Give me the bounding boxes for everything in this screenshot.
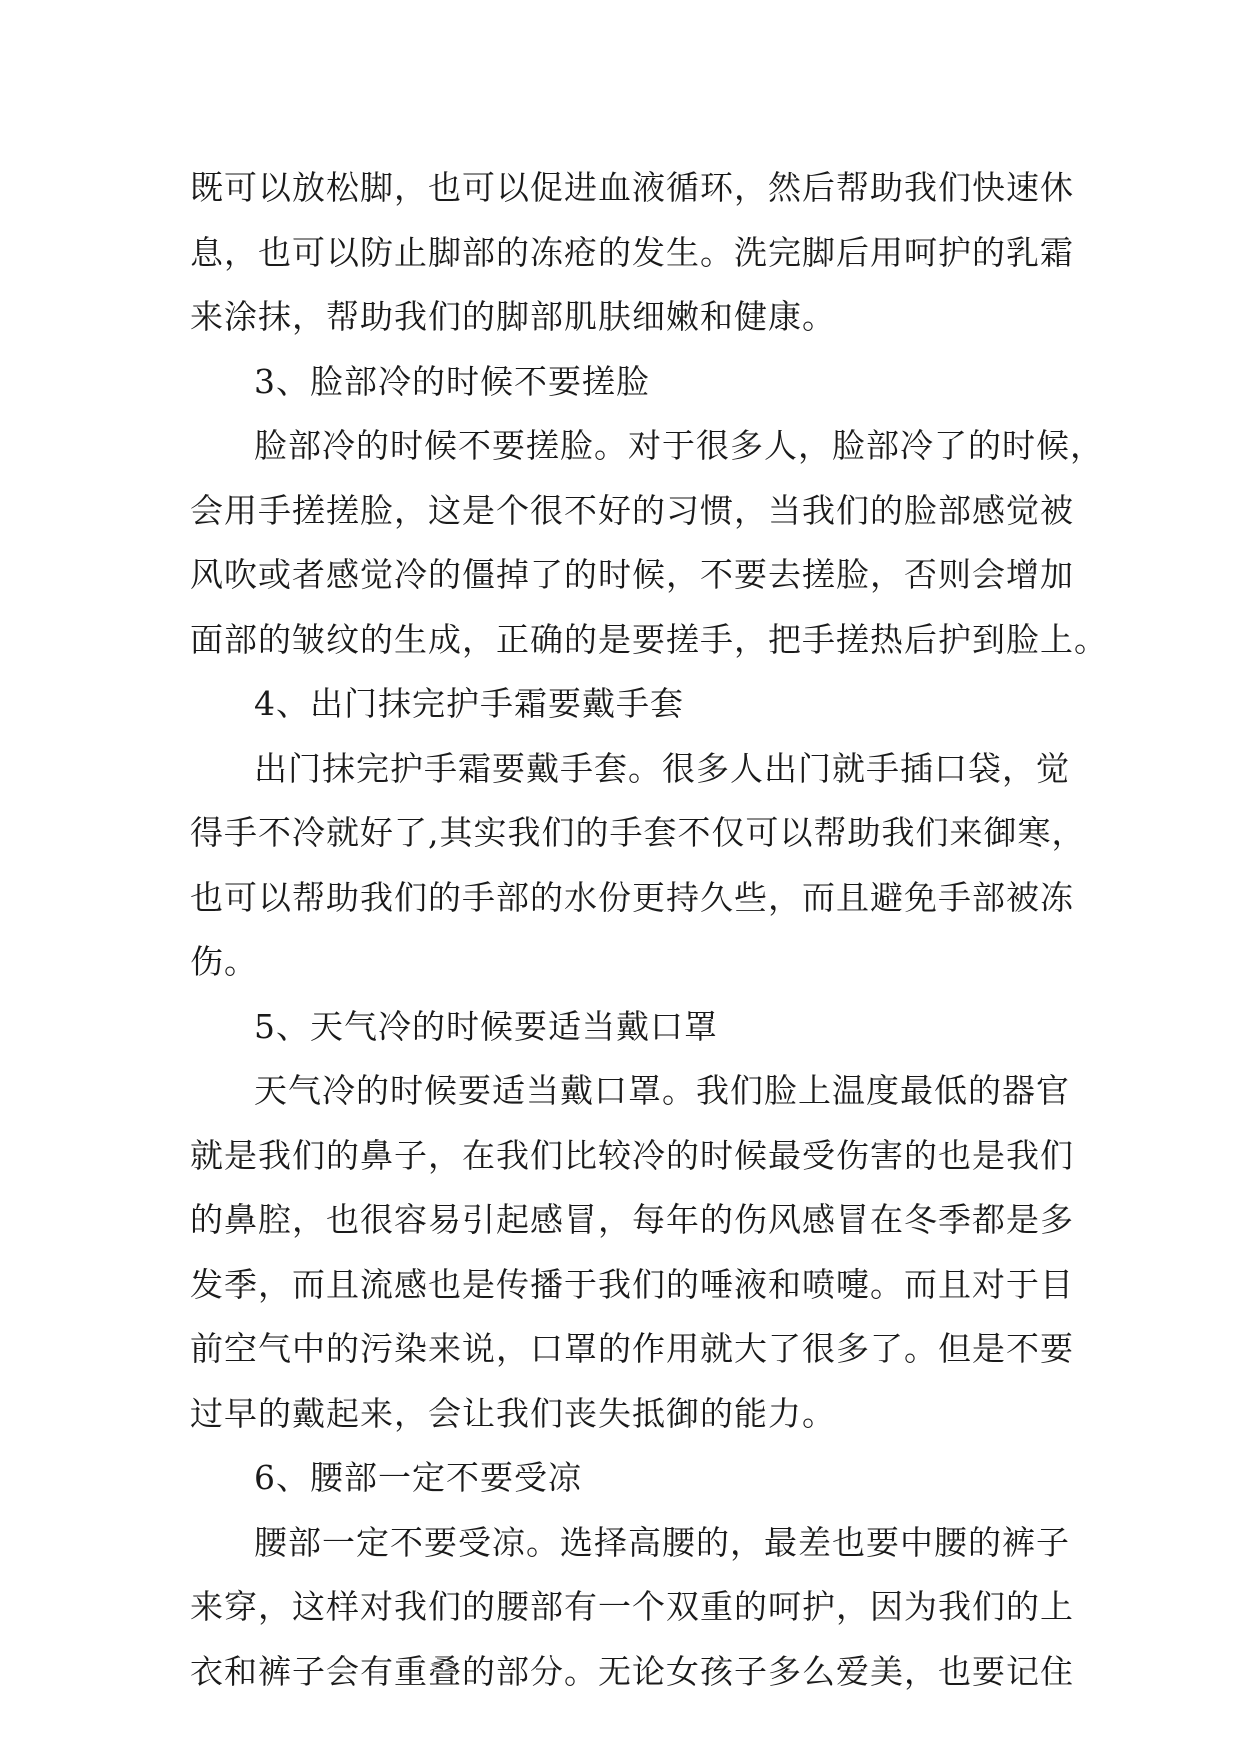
text-line: 息，也可以防止脚部的冻疮的发生。洗完脚后用呵护的乳霜 — [190, 232, 1074, 272]
text-line: 会用手搓搓脸，这是个很不好的习惯，当我们的脸部感觉被 — [190, 490, 1074, 530]
text-line: 脸部冷的时候不要搓脸。对于很多人，脸部冷了的时候， — [254, 426, 1104, 465]
paragraph-hand-care — [190, 737, 1086, 995]
paragraph-face-care — [190, 414, 1108, 672]
document-body — [190, 156, 1108, 1704]
text-line: 得手不冷就好了,其实我们的手套不仅可以帮助我们来御寒， — [190, 813, 1086, 852]
section-heading-4 — [190, 672, 1050, 737]
text-line: 腰部一定不要受凉。选择高腰的，最差也要中腰的裤子 — [254, 1522, 1070, 1562]
text-line: 的鼻腔，也很容易引起感冒，每年的伤风感冒在冬季都是多 — [190, 1200, 1074, 1239]
heading-text: 5、天气冷的时候要适当戴口罩 — [254, 1006, 718, 1046]
paragraph-mask — [190, 1059, 1074, 1446]
text-line: 也可以帮助我们的手部的水份更持久些，而且避免手部被冻 — [190, 877, 1074, 917]
text-line: 前空气中的污染来说，口罩的作用就大了很多了。但是不要 — [190, 1329, 1074, 1368]
text-line: 来穿，这样对我们的腰部有一个双重的呵护，因为我们的上 — [190, 1587, 1074, 1626]
text-line: 发季，而且流感也是传播于我们的唾液和喷嚏。而且对于目 — [190, 1264, 1074, 1304]
paragraph-foot-care-continued — [190, 156, 1074, 350]
section-heading-3 — [190, 350, 1050, 415]
heading-text: 6、腰部一定不要受凉 — [254, 1458, 582, 1497]
text-line: 面部的皱纹的生成，正确的是要搓手，把手搓热后护到脸上。 — [190, 619, 1108, 659]
section-heading-6 — [190, 1446, 1050, 1511]
heading-text: 4、出门抹完护手霜要戴手套 — [254, 684, 684, 723]
paragraph-waist — [190, 1511, 1074, 1705]
text-line: 就是我们的鼻子，在我们比较冷的时候最受伤害的也是我们 — [190, 1135, 1074, 1175]
text-line: 衣和裤子会有重叠的部分。无论女孩子多么爱美，也要记住 — [190, 1651, 1074, 1691]
text-line: 伤。 — [190, 942, 258, 981]
text-line: 过早的戴起来，会让我们丧失抵御的能力。 — [190, 1393, 836, 1433]
section-heading-5 — [190, 995, 1050, 1060]
text-line: 天气冷的时候要适当戴口罩。我们脸上温度最低的器官 — [254, 1071, 1070, 1110]
text-line: 既可以放松脚，也可以促进血液循环，然后帮助我们快速休 — [190, 168, 1074, 207]
text-line: 来涂抹，帮助我们的脚部肌肤细嫩和健康。 — [190, 297, 836, 336]
heading-text: 3、脸部冷的时候不要搓脸 — [254, 361, 650, 401]
text-line: 出门抹完护手霜要戴手套。很多人出门就手插口袋，觉 — [254, 748, 1070, 788]
text-line: 风吹或者感觉冷的僵掉了的时候，不要去搓脸，否则会增加 — [190, 555, 1074, 594]
